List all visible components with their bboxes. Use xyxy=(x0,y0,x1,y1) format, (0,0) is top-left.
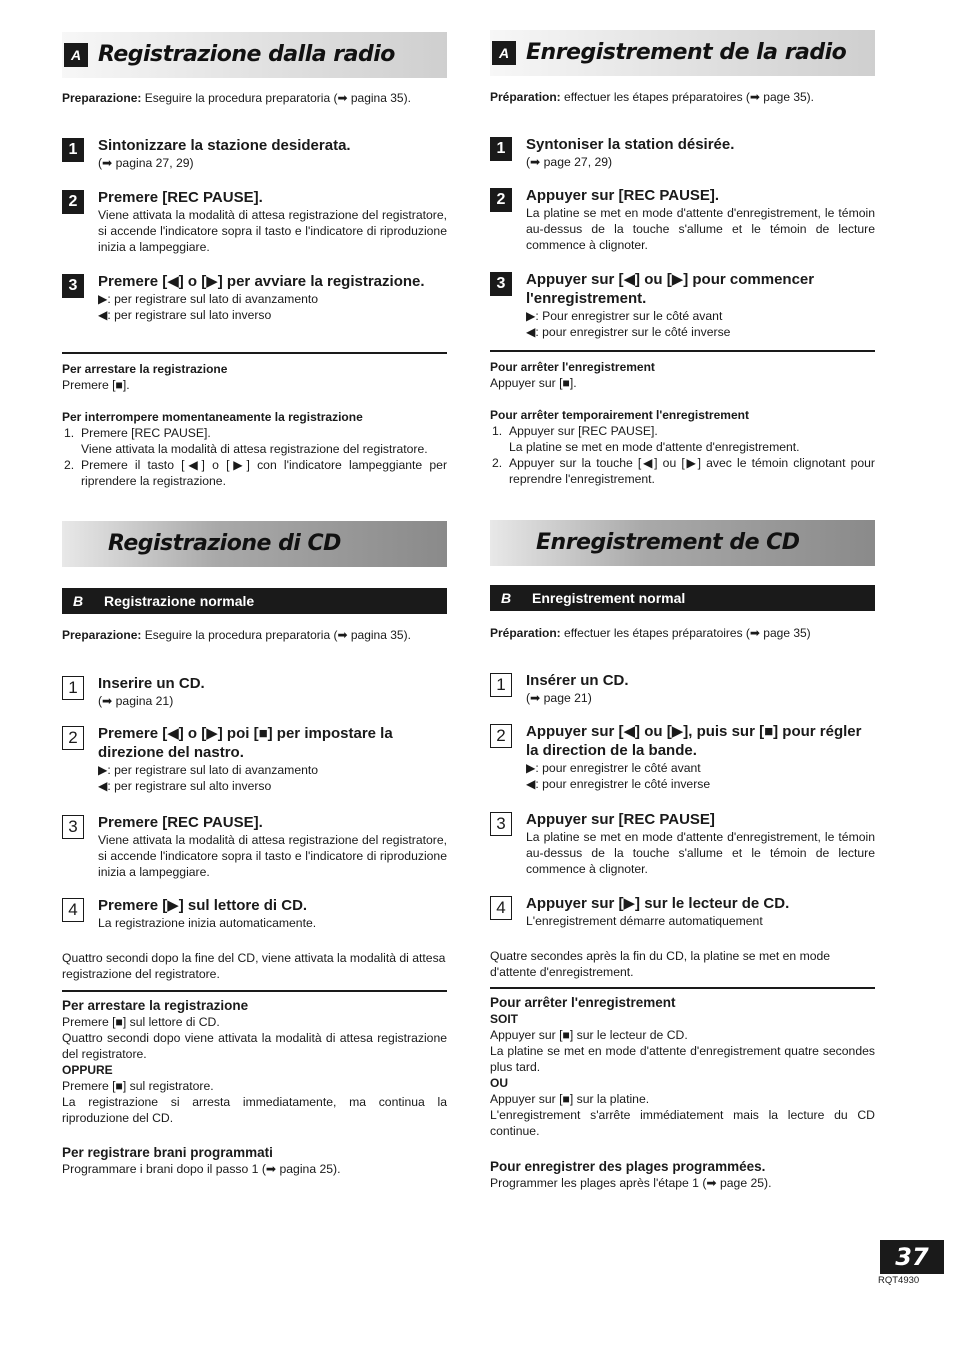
divider xyxy=(490,987,875,989)
prep-text: effectuer les étapes préparatoires (➡ page 35). xyxy=(560,90,814,104)
subsection-title: Enregistrement normal xyxy=(532,590,686,606)
step-number: 1 xyxy=(490,137,512,161)
note-title: Pour arrêter temporairement l'enregistrement xyxy=(490,408,749,422)
section-header-radio-it xyxy=(62,32,447,78)
list-item: 2. Premere il tasto [◀] o [▶] con l'indicatore lampeggiante per riprendere la registrazione. xyxy=(64,458,447,488)
prep-label: Preparazione: xyxy=(62,628,142,642)
soit-label: SOIT xyxy=(490,1012,519,1026)
step-text: ▶: Pour enregistrer sur le côté avant xyxy=(526,309,723,323)
divider xyxy=(490,350,875,352)
note-pause xyxy=(62,409,447,489)
step-3 xyxy=(62,813,447,880)
step-number: 3 xyxy=(62,815,84,839)
step-text: ◀: pour enregistrer sur le côté inverse xyxy=(526,325,731,339)
step-2 xyxy=(490,186,875,253)
step-3 xyxy=(490,270,875,340)
step-1 xyxy=(490,135,875,170)
prep-label: Préparation: xyxy=(490,90,561,104)
note-title: Pour enregistrer des plages programmées. xyxy=(490,1159,766,1174)
step-1 xyxy=(62,136,447,171)
step-heading: Premere [◀] o [▶] per avviare la registrazione. xyxy=(98,273,425,290)
step-heading: Insérer un CD. xyxy=(526,672,629,689)
section-title: Enregistrement de CD xyxy=(536,530,800,555)
step-heading: Appuyer sur [REC PAUSE] xyxy=(526,811,715,828)
step-3 xyxy=(62,272,447,323)
step-heading: Premere [REC PAUSE]. xyxy=(98,189,263,206)
step-number: 2 xyxy=(490,724,512,748)
step-text: ▶: pour enregistrer le côté avant xyxy=(526,761,701,775)
step-4 xyxy=(62,896,447,931)
note-program xyxy=(490,1159,875,1191)
step-1 xyxy=(490,671,875,706)
subsection-letter: B xyxy=(72,593,84,609)
section-badge: A xyxy=(492,41,516,65)
note-text: Appuyer sur [■]. xyxy=(490,376,577,390)
step-text: La platine se met en mode d'attente d'enregistrement, le témoin au-dessus de la touche s'allume et le témoin de lecture commence à clignoter. xyxy=(526,206,875,252)
step-text: ◀: per registrare sul alto inverso xyxy=(98,779,272,793)
or-label: OU xyxy=(490,1076,508,1090)
step-heading: Syntoniser la station désirée. xyxy=(526,136,735,153)
step-number: 3 xyxy=(490,272,512,296)
step-text: La registrazione inizia automaticamente. xyxy=(98,916,317,930)
step-number: 2 xyxy=(62,190,84,214)
prep-text: effectuer les étapes préparatoires (➡ page 35) xyxy=(560,626,811,640)
prep-text: Eseguire la procedura preparatoria (➡ pagina 35). xyxy=(141,91,411,105)
after-cd-text: Quattro secondi dopo la fine del CD, viene attivata la modalità di attesa registrazione del registratore. xyxy=(62,951,446,981)
divider xyxy=(62,352,447,354)
step-heading: Premere [REC PAUSE]. xyxy=(98,814,263,831)
note-pause xyxy=(490,407,875,487)
step-2 xyxy=(62,188,447,255)
step-3 xyxy=(490,810,875,877)
subsection-title: Registrazione normale xyxy=(104,593,255,609)
step-heading: Premere [◀] o [▶] poi [■] per impostare la direzione del nastro. xyxy=(98,725,393,761)
note-program xyxy=(62,1145,447,1177)
preparation-line xyxy=(62,90,447,106)
step-text: ▶: per registrare sul lato di avanzamento xyxy=(98,763,319,777)
step-text: (➡ pagina 27, 29) xyxy=(98,156,194,170)
step-number: 2 xyxy=(490,188,512,212)
note-stop: Pour arrêter l'enregistrement SOIT Appuyer sur [■] sur le lecteur de CD. La platine se met en mode d'attente d'enregistrement quatre secondes plus tard. OU Appuyer sur [■] sur la platine. L'enregistrement s'arrête immédiatement mais la lecture du CD continue. xyxy=(490,995,875,1138)
step-heading: Sintonizzare la stazione desiderata. xyxy=(98,137,351,154)
step-number: 3 xyxy=(62,274,84,298)
subsection-bar xyxy=(490,585,875,611)
prep-text: Eseguire la procedura preparatoria (➡ pagina 35). xyxy=(141,628,411,642)
note-stop xyxy=(490,359,875,391)
preparation-line xyxy=(490,625,875,641)
preparation-line xyxy=(62,627,447,643)
section-header-radio-fr xyxy=(490,30,875,76)
step-number: 2 xyxy=(62,726,84,750)
section-badge: A xyxy=(64,43,88,67)
section-title: Enregistrement de la radio xyxy=(526,40,847,65)
step-2 xyxy=(62,724,447,794)
note-title: Pour arrêter l'enregistrement xyxy=(490,995,676,1010)
step-text: Viene attivata la modalità di attesa registrazione del registratore, si accende l'indicatore sopra il tasto e l'indicatore di riproduzione inizia a lampeggiare. xyxy=(98,208,447,254)
note-stop: Per arrestare la registrazione Premere [■] sul lettore di CD. Quattro secondi dopo viene attivata la modalità di attesa registrazione del registratore. OPPURE Premere [■] sul registratore. La registrazione si arresta immediatamente, ma continua la riproduzione del CD. xyxy=(62,998,447,1125)
preparation-line xyxy=(490,89,875,105)
page-number: 37 xyxy=(880,1240,944,1274)
step-4 xyxy=(490,894,875,929)
step-text: (➡ page 27, 29) xyxy=(526,155,613,169)
step-2 xyxy=(490,722,875,792)
note-text: Programmare i brani dopo il passo 1 (➡ pagina 25). xyxy=(62,1162,341,1176)
note-title: Per interrompere momentaneamente la registrazione xyxy=(62,410,363,424)
prep-label: Préparation: xyxy=(490,626,561,640)
document-reference: RQT4930 xyxy=(878,1275,920,1286)
step-heading: Appuyer sur [▶] sur le lecteur de CD. xyxy=(526,895,790,912)
section-title: Registrazione di CD xyxy=(108,531,341,556)
note-stop xyxy=(62,361,447,393)
step-text: ◀: pour enregistrer le côté inverse xyxy=(526,777,711,791)
step-heading: Appuyer sur [◀] ou [▶] pour commencer l'enregistrement. xyxy=(526,271,815,307)
step-text: (➡ page 21) xyxy=(526,691,592,705)
step-number: 4 xyxy=(490,896,512,920)
step-heading: Appuyer sur [REC PAUSE]. xyxy=(526,187,720,204)
step-text: La platine se met en mode d'attente d'enregistrement, le témoin au-dessus de la touche s'allume et le témoin de lecture commence à clignoter. xyxy=(526,830,875,876)
step-number: 1 xyxy=(62,138,84,162)
after-cd-text: Quatre secondes après la fin du CD, la platine se met en mode d'attente d'enregistrement. xyxy=(490,949,831,979)
note-title: Pour arrêter l'enregistrement xyxy=(490,360,655,374)
step-1 xyxy=(62,674,447,709)
step-heading: Appuyer sur [◀] ou [▶], puis sur [■] pour régler la direction de la bande. xyxy=(526,723,862,759)
note-text: Premere [■]. xyxy=(62,378,130,392)
step-heading: Premere [▶] sul lettore di CD. xyxy=(98,897,308,914)
step-text: ▶: per registrare sul lato di avanzamento xyxy=(98,292,319,306)
step-heading: Inserire un CD. xyxy=(98,675,205,692)
note-title: Per arrestare la registrazione xyxy=(62,998,249,1013)
step-text: Viene attivata la modalità di attesa registrazione del registratore, si accende l'indicatore sopra il tasto e l'indicatore di riproduzione inizia a lampeggiare. xyxy=(98,833,447,879)
subsection-bar xyxy=(62,588,447,614)
list-item: 1. Premere [REC PAUSE]. Viene attivata la modalità di attesa registrazione del registratore. xyxy=(64,426,428,456)
step-text: (➡ pagina 21) xyxy=(98,694,174,708)
step-number: 1 xyxy=(62,676,84,700)
subsection-letter: B xyxy=(500,590,512,606)
step-number: 3 xyxy=(490,812,512,836)
note-title: Per registrare brani programmati xyxy=(62,1145,273,1160)
section-title: Registrazione dalla radio xyxy=(98,42,395,67)
or-label: OPPURE xyxy=(62,1063,113,1077)
section-header-cd-it xyxy=(62,521,447,567)
step-number: 1 xyxy=(490,673,512,697)
step-text: L'enregistrement démarre automatiquement xyxy=(526,914,763,928)
divider xyxy=(62,990,447,992)
note-text: Programmer les plages après l'étape 1 (➡ page 25). xyxy=(490,1176,772,1190)
note-title: Per arrestare la registrazione xyxy=(62,362,228,376)
prep-label: Preparazione: xyxy=(62,91,142,105)
list-item: 2. Appuyer sur la touche [◀] ou [▶] avec le témoin clignotant pour reprendre l'enregistrement. xyxy=(492,456,875,486)
section-header-cd-fr xyxy=(490,520,875,566)
step-text: ◀: per registrare sul lato inverso xyxy=(98,308,272,322)
list-item: 1. Appuyer sur [REC PAUSE]. La platine se met en mode d'attente d'enregistrement. xyxy=(492,424,800,454)
step-number: 4 xyxy=(62,898,84,922)
